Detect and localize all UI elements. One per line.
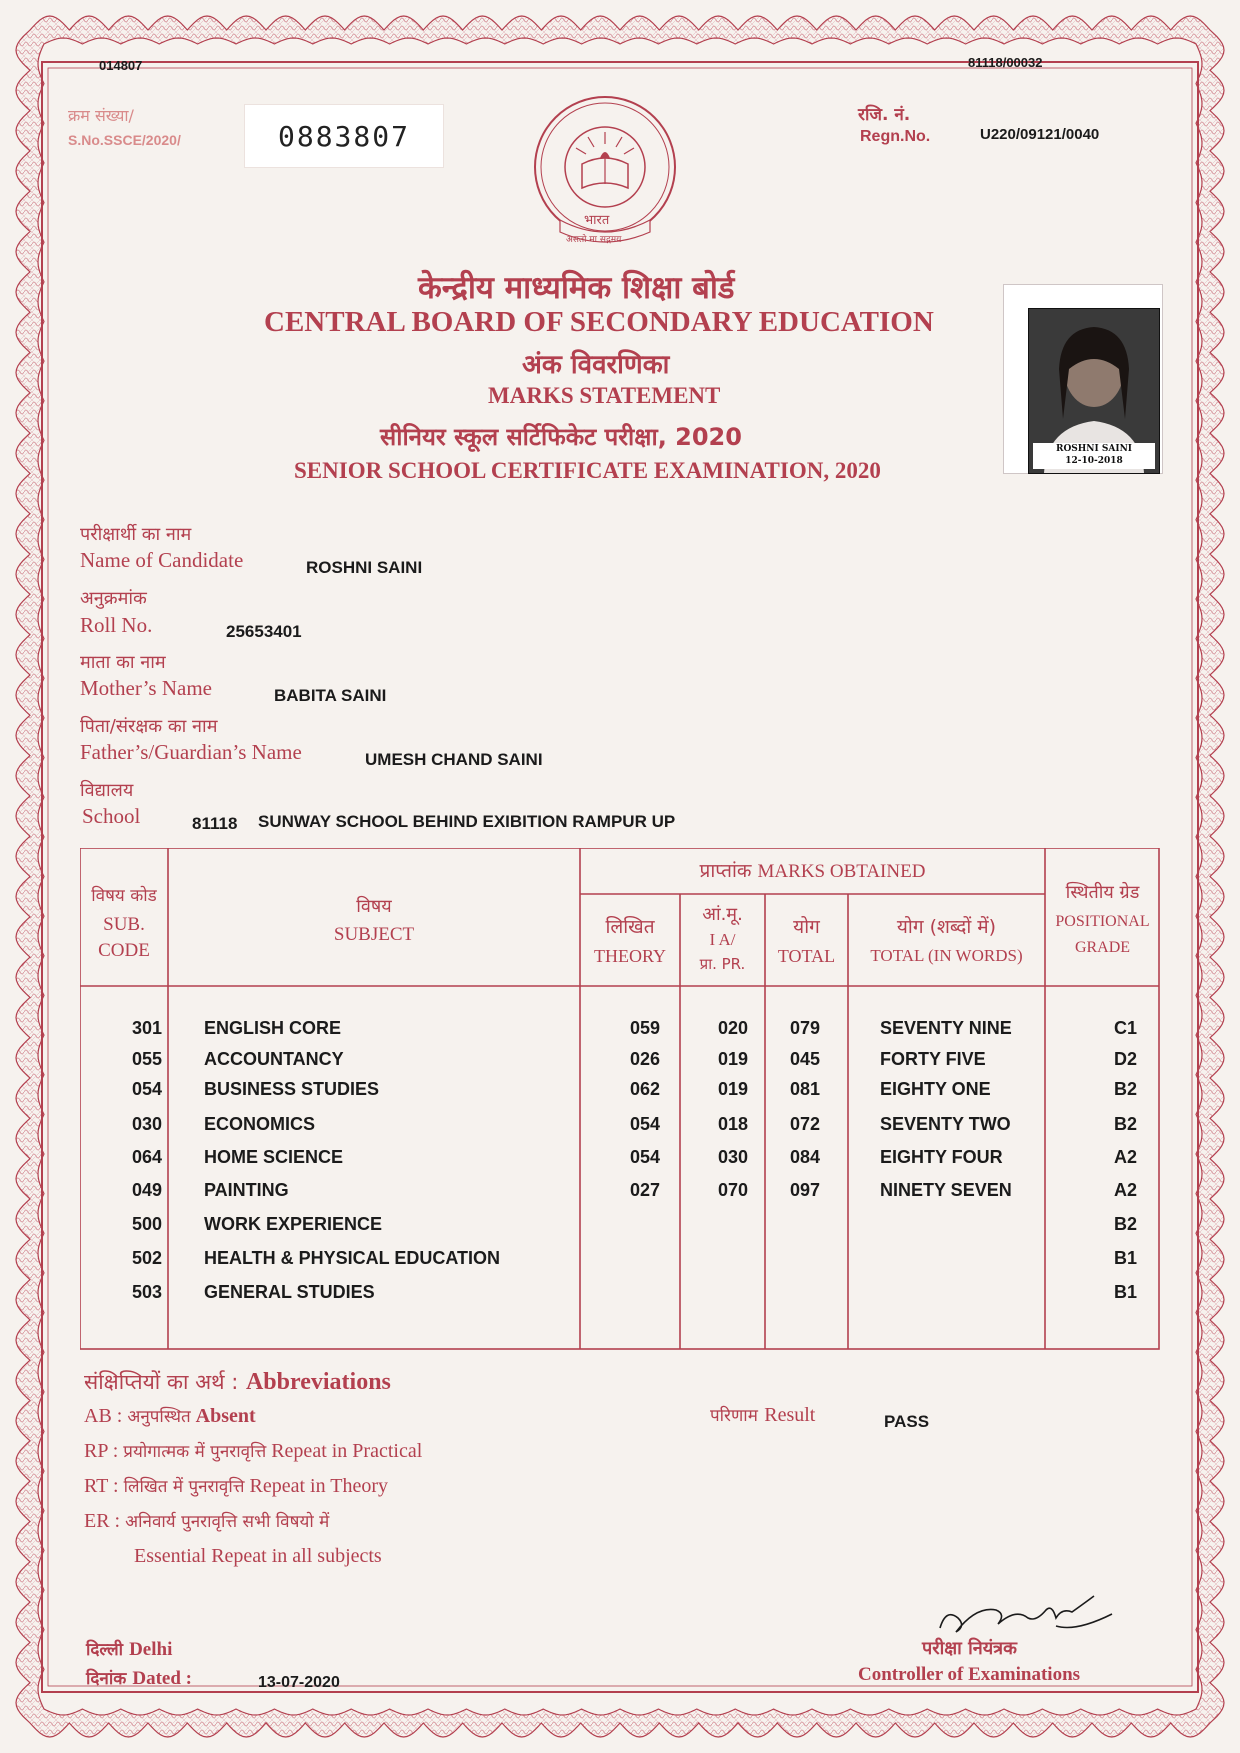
result-label-en: Result <box>764 1404 816 1426</box>
cell-words: EIGHTY ONE <box>880 1079 991 1099</box>
candidate-photo <box>1003 284 1163 474</box>
cell-grade: A2 <box>1114 1147 1138 1167</box>
th-code-en1: SUB. <box>103 914 145 935</box>
cell-code: 301 <box>132 1018 163 1038</box>
cell-grade: B2 <box>1114 1214 1138 1234</box>
abbrev-title <box>84 1367 391 1396</box>
abbrev-rp-en: Repeat in Practical <box>271 1440 423 1462</box>
controller-label-en: Controller of Examinations <box>858 1664 1081 1685</box>
abbrev-title-en: Abbreviations <box>245 1369 391 1395</box>
cell-total: 079 <box>790 1018 821 1038</box>
cell-words: FORTY FIVE <box>880 1049 986 1069</box>
abbrev-er <box>84 1509 329 1533</box>
board-title-en: CENTRAL BOARD OF SECONDARY EDUCATION <box>264 306 934 338</box>
abbrev-ab-en: Absent <box>195 1405 256 1427</box>
emblem-country: भारत <box>584 213 610 228</box>
candidate-name-value: ROSHNI SAINI <box>306 558 423 577</box>
cell-words: SEVENTY NINE <box>880 1018 1012 1038</box>
th-words-en: TOTAL (IN WORDS) <box>870 946 1023 965</box>
abbrev-ab-code: AB : <box>84 1405 123 1427</box>
roll-label-en: Roll No. <box>80 613 153 637</box>
cell-ia: 019 <box>718 1079 749 1099</box>
roll-label-hi: अनुक्रमांक <box>80 588 147 609</box>
serial-label-en: S.No.SSCE/2020/ <box>68 132 181 148</box>
cell-code: 500 <box>132 1214 163 1234</box>
th-ia-en: I A/ <box>709 930 736 949</box>
cell-words: EIGHTY FOUR <box>880 1147 1003 1167</box>
th-ia-hi: आं.मू. <box>702 904 743 925</box>
abbrev-rt-en: Repeat in Theory <box>249 1475 388 1497</box>
top-right-code: 81118/00032 <box>968 55 1043 70</box>
cell-code: 054 <box>132 1079 163 1099</box>
dated-value: 13-07-2020 <box>258 1674 340 1691</box>
cell-name: WORK EXPERIENCE <box>204 1214 383 1234</box>
result-value: PASS <box>884 1412 930 1431</box>
cell-name: ACCOUNTANCY <box>204 1049 344 1069</box>
th-total-hi: योग <box>793 916 820 938</box>
school-label-en: School <box>82 804 141 828</box>
place <box>86 1637 172 1661</box>
roll-value: 25653401 <box>226 622 302 641</box>
photo-caption-date: 12-10-2018 <box>1065 456 1123 466</box>
cell-name: BUSINESS STUDIES <box>204 1079 380 1099</box>
dated-en: Dated : <box>132 1668 193 1689</box>
cell-code: 030 <box>132 1114 163 1134</box>
abbrev-rp-hi: प्रयोगात्मक में पुनरावृत्ति <box>123 1442 267 1462</box>
abbrev-er-hi: अनिवार्य पुनरावृत्ति सभी विषयो में <box>125 1512 330 1532</box>
th-ia-pr: प्रा. PR. <box>699 955 746 973</box>
cell-theory: 062 <box>630 1079 661 1099</box>
school-label-hi: विद्यालय <box>80 780 134 801</box>
cell-name: GENERAL STUDIES <box>204 1282 375 1302</box>
mother-label-en: Mother’s Name <box>80 676 212 700</box>
photo-caption-name: ROSHNI SAINI <box>1055 444 1133 454</box>
father-value: UMESH CHAND SAINI <box>365 750 543 769</box>
cell-name: HOME SCIENCE <box>204 1147 344 1167</box>
father-label-hi: पिता/संरक्षक का नाम <box>80 716 218 737</box>
cell-theory: 054 <box>630 1147 661 1167</box>
place-en: Delhi <box>129 1639 173 1660</box>
dated-hi: दिनांक <box>86 1669 127 1689</box>
school-code: 81118 <box>192 814 238 833</box>
regn-number: U220/09121/0040 <box>980 126 1100 143</box>
cell-name: ECONOMICS <box>204 1114 316 1134</box>
cell-grade: D2 <box>1114 1049 1138 1069</box>
cell-total: 081 <box>790 1079 821 1099</box>
cell-total: 072 <box>790 1114 821 1134</box>
doc-title-hi: अंक विवरणिका <box>522 350 670 380</box>
th-theory-hi: लिखित <box>605 916 655 938</box>
th-marks-en: MARKS OBTAINED <box>757 861 926 882</box>
abbrev-rt <box>84 1474 388 1498</box>
cell-grade: B2 <box>1114 1079 1138 1099</box>
cell-grade: C1 <box>1114 1018 1138 1038</box>
abbrev-ab <box>84 1404 256 1428</box>
abbrev-er-en: Essential Repeat in all subjects <box>134 1545 382 1567</box>
cell-ia: 018 <box>718 1114 749 1134</box>
cell-code: 064 <box>132 1147 163 1167</box>
cell-code: 502 <box>132 1248 163 1268</box>
cell-total: 084 <box>790 1147 821 1167</box>
candidate-name-label-hi: परीक्षार्थी का नाम <box>80 524 192 545</box>
th-marks-obtained <box>580 860 1045 884</box>
candidate-name-label-en: Name of Candidate <box>80 548 244 572</box>
school-name: SUNWAY SCHOOL BEHIND EXIBITION RAMPUR UP <box>258 812 676 831</box>
th-theory-en: THEORY <box>594 946 666 966</box>
cell-theory: 059 <box>630 1018 661 1038</box>
cell-code: 049 <box>132 1180 163 1200</box>
cell-theory: 054 <box>630 1114 661 1134</box>
cell-code: 503 <box>132 1282 163 1302</box>
cell-ia: 070 <box>718 1180 749 1200</box>
cell-words: SEVENTY TWO <box>880 1114 1011 1134</box>
th-subject-en: SUBJECT <box>333 924 415 945</box>
exam-title-en: SENIOR SCHOOL CERTIFICATE EXAMINATION, 2020 <box>294 458 881 483</box>
result-label-hi: परिणाम <box>710 1406 758 1426</box>
th-grade-hi: स्थितीय ग्रेड <box>1065 882 1140 903</box>
exam-title-hi: सीनियर स्कूल सर्टिफिकेट परीक्षा, 2020 <box>380 423 742 451</box>
th-grade-en1: POSITIONAL <box>1055 913 1150 930</box>
emblem-motto: असतो मा सद्गमय <box>566 235 622 245</box>
top-left-code: 014807 <box>99 58 143 73</box>
abbrev-er-code: ER : <box>84 1510 121 1532</box>
abbrev-rt-hi: लिखित में पुनरावृत्ति <box>123 1477 245 1497</box>
father-label-en: Father’s/Guardian’s Name <box>80 740 302 764</box>
serial-label-hi: क्रम संख्या/ <box>68 106 134 125</box>
abbrev-ab-hi: अनुपस्थित <box>127 1407 191 1427</box>
cell-grade: B1 <box>1114 1282 1138 1302</box>
cell-grade: B1 <box>1114 1248 1138 1268</box>
controller-label-hi: परीक्षा नियंत्रक <box>922 1638 1017 1659</box>
cell-code: 055 <box>132 1049 163 1069</box>
result-label <box>710 1402 815 1427</box>
th-code-en2: CODE <box>98 940 150 961</box>
mother-label-hi: माता का नाम <box>80 652 166 673</box>
th-marks-hi: प्राप्तांक <box>699 860 752 882</box>
cell-name: PAINTING <box>204 1180 289 1200</box>
cell-grade: B2 <box>1114 1114 1138 1134</box>
cell-theory: 027 <box>630 1180 661 1200</box>
serial-number: 0883807 <box>244 104 444 168</box>
th-total-en: TOTAL <box>777 946 836 966</box>
cell-ia: 019 <box>718 1049 749 1069</box>
cell-grade: A2 <box>1114 1180 1138 1200</box>
th-code-hi: विषय कोड <box>91 886 157 906</box>
cell-words: NINETY SEVEN <box>880 1180 1012 1200</box>
regn-label-en: Regn.No. <box>860 128 931 145</box>
th-subject-hi: विषय <box>356 896 392 917</box>
abbrev-rt-code: RT : <box>84 1475 119 1497</box>
regn-label-hi: रजि. नं. <box>858 105 911 125</box>
place-hi: दिल्ली <box>86 1640 124 1660</box>
board-title-hi: केन्द्रीय माध्यमिक शिक्षा बोर्ड <box>418 270 735 306</box>
cell-total: 045 <box>790 1049 821 1069</box>
cell-total: 097 <box>790 1180 821 1200</box>
abbrev-rp <box>84 1439 422 1463</box>
th-grade-en2: GRADE <box>1074 939 1131 956</box>
cell-name: HEALTH & PHYSICAL EDUCATION <box>204 1248 501 1268</box>
doc-title-en: MARKS STATEMENT <box>488 383 721 408</box>
abbrev-title-hi: संक्षिप्तियों का अर्थ : <box>84 1370 239 1394</box>
abbrev-rp-code: RP : <box>84 1440 119 1462</box>
cell-name: ENGLISH CORE <box>204 1018 342 1038</box>
th-words-hi: योग (शब्दों में) <box>896 916 997 938</box>
dated-label <box>86 1666 192 1690</box>
cell-theory: 026 <box>630 1049 661 1069</box>
cell-ia: 020 <box>718 1018 749 1038</box>
mother-value: BABITA SAINI <box>274 686 387 705</box>
cell-ia: 030 <box>718 1147 749 1167</box>
